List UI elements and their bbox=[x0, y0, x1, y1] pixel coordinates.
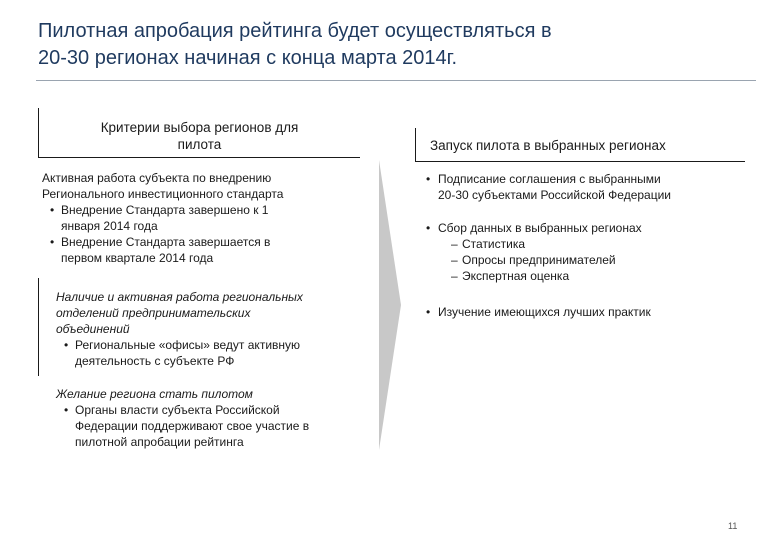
pilot-item-3 bbox=[418, 304, 651, 320]
criterion-heading: Активная работа субъекта по внедрению bbox=[42, 171, 272, 185]
bullet-text: Внедрение Стандарта завершается в bbox=[61, 235, 271, 249]
bullet-text: деятельность с субъекте РФ bbox=[75, 354, 235, 368]
dash-icon: – bbox=[451, 253, 458, 267]
bullet-icon: • bbox=[64, 403, 69, 417]
criterion-heading: Наличие и активная работа региональных bbox=[56, 290, 303, 304]
criterion-bullet-cont bbox=[56, 418, 309, 434]
criterion-3 bbox=[56, 386, 309, 450]
criterion-heading: объединений bbox=[56, 322, 130, 336]
title-line-2: 20-30 регионах начиная с конца марта 2014г. bbox=[38, 47, 458, 69]
pilot-subitem bbox=[418, 252, 642, 268]
bullet-text: Региональные «офисы» ведут активную bbox=[75, 338, 301, 352]
criterion-bullet bbox=[56, 402, 309, 418]
pilot-subitem-text: Опросы предпринимателей bbox=[462, 253, 616, 267]
bullet-icon: • bbox=[50, 203, 55, 217]
pilot-subitem bbox=[418, 268, 642, 284]
chevron-right-icon bbox=[379, 160, 401, 450]
criteria-header bbox=[38, 108, 360, 158]
slide-title bbox=[38, 18, 758, 72]
criterion-heading: Регионального инвестиционного стандарта bbox=[42, 187, 284, 201]
bullet-icon: • bbox=[64, 338, 69, 352]
bullet-icon: • bbox=[426, 172, 431, 186]
criterion-1 bbox=[42, 170, 283, 266]
pilot-item-text: Изучение имеющихся лучших практик bbox=[438, 305, 651, 319]
criterion-bullet bbox=[42, 202, 283, 218]
pilot-item-line bbox=[418, 171, 671, 187]
bullet-icon: • bbox=[426, 221, 431, 235]
criterion-heading: отделений предпринимательских bbox=[56, 306, 251, 320]
pilot-subitem-text: Статистика bbox=[462, 237, 526, 251]
pilot-item-text: 20-30 субъектами Российской Федерации bbox=[438, 188, 672, 202]
pilot-item-line bbox=[418, 220, 642, 236]
pilot-item-2 bbox=[418, 220, 642, 284]
title-divider bbox=[36, 80, 756, 81]
bullet-text: Федерации поддерживают свое участие в bbox=[75, 419, 310, 433]
criterion-bullet-cont bbox=[42, 250, 283, 266]
title-line-1: Пилотная апробация рейтинга будет осуществляться в bbox=[38, 20, 552, 42]
criterion-bullet bbox=[56, 337, 303, 353]
bullet-text: января 2014 года bbox=[61, 219, 158, 233]
pilot-header: Запуск пилота в выбранных регионах bbox=[415, 128, 745, 162]
pilot-item-1 bbox=[418, 171, 671, 203]
bullet-text: Органы власти субъекта Российской bbox=[75, 403, 280, 417]
pilot-item-line bbox=[418, 304, 651, 320]
pilot-subitem bbox=[418, 236, 642, 252]
bullet-icon: • bbox=[426, 305, 431, 319]
criterion-bullet-cont bbox=[56, 434, 309, 450]
criteria-header-line-2: пилота bbox=[177, 137, 222, 152]
dash-icon: – bbox=[451, 237, 458, 251]
criteria-header-line-1: Критерии выбора регионов для bbox=[100, 120, 299, 135]
bullet-text: Внедрение Стандарта завершено к 1 bbox=[61, 203, 269, 217]
page-number: 11 bbox=[728, 521, 738, 531]
bullet-icon: • bbox=[50, 235, 55, 249]
pilot-item-text: Подписание соглашения с выбранными bbox=[438, 172, 661, 186]
criterion-bullet bbox=[42, 234, 283, 250]
criterion-bullet-cont bbox=[56, 353, 303, 369]
bullet-text: пилотной апробации рейтинга bbox=[75, 435, 244, 449]
bullet-text: первом квартале 2014 года bbox=[61, 251, 214, 265]
criterion-2-bracket bbox=[38, 278, 39, 376]
criterion-2 bbox=[56, 289, 303, 369]
pilot-item-text: Сбор данных в выбранных регионах bbox=[438, 221, 642, 235]
criterion-heading: Желание региона стать пилотом bbox=[56, 387, 253, 401]
criterion-bullet-cont bbox=[42, 218, 283, 234]
pilot-subitem-text: Экспертная оценка bbox=[462, 269, 570, 283]
dash-icon: – bbox=[451, 269, 458, 283]
